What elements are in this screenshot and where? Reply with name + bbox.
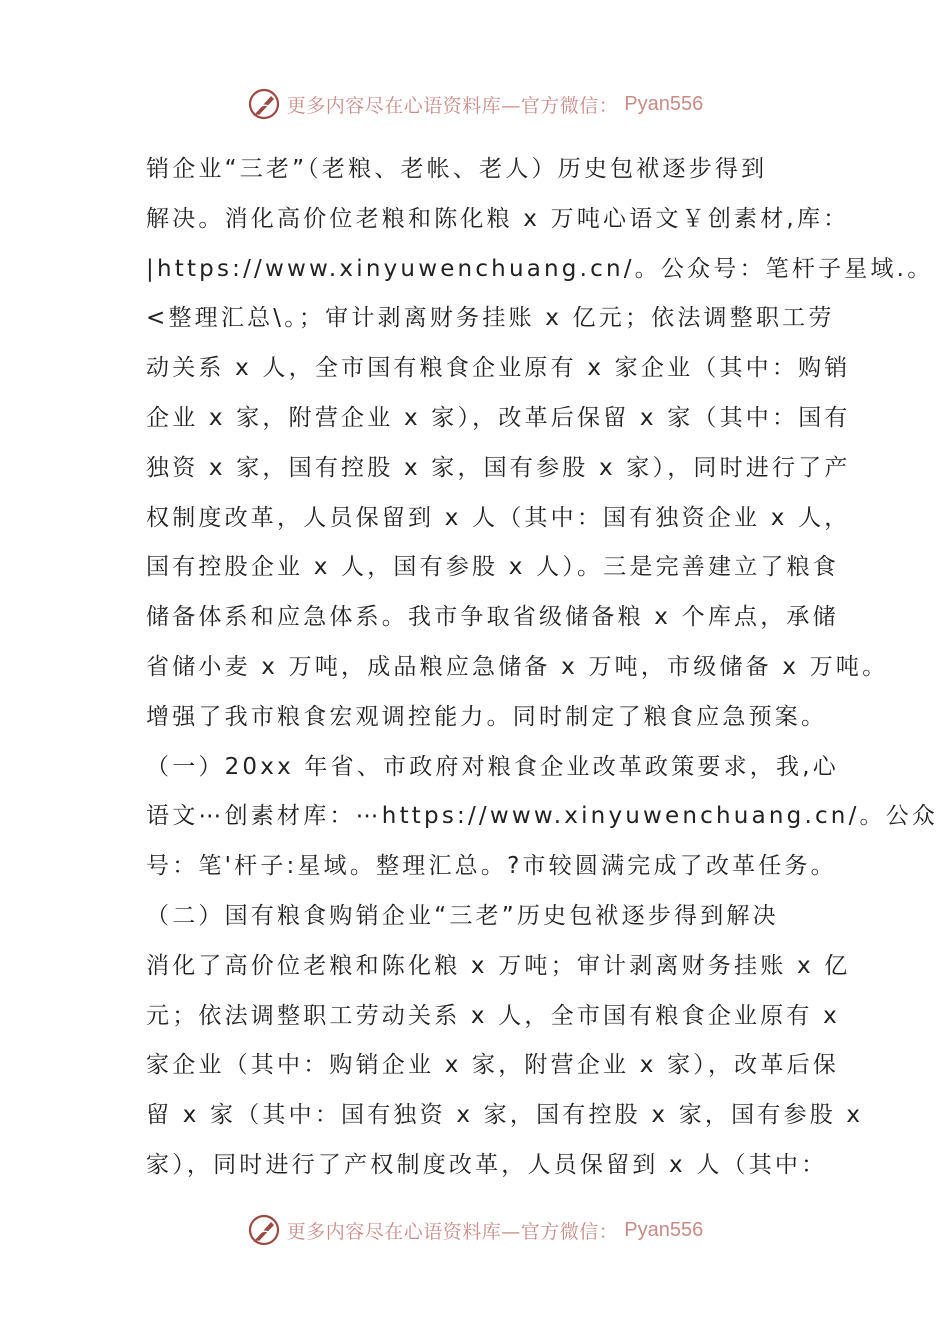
- paragraph-line: 储备体系和应急体系。我市争取省级储备粮 x 个库点，承储: [146, 604, 839, 631]
- paragraph-line: 国有控股企业 x 人，国有参股 x 人）。三是完善建立了粮食: [146, 554, 839, 581]
- paragraph-line: 元；依法调整职工劳动关系 x 人，全市国有粮食企业原有 x: [146, 1002, 840, 1029]
- pen-logo-icon: [247, 1213, 281, 1247]
- paragraph-line: 留 x 家（其中：国有独资 x 家，国有控股 x 家，国有参股 x: [146, 1102, 864, 1129]
- pen-logo-icon: [247, 87, 281, 121]
- banner-text: 更多内容尽在心语资料库—官方微信：: [286, 1220, 619, 1243]
- paragraph-line: 解决。消化高价位老粮和陈化粮 x 万吨心语文￥创素材,库：: [146, 205, 850, 232]
- footer-banner: [0, 1210, 950, 1250]
- paragraph-line: 语文⋯创素材库：⋯https://www.xinyuwenchuang.cn/。公众: [146, 803, 939, 830]
- paragraph-line: 消化了高价位老粮和陈化粮 x 万吨；审计剥离财务挂账 x 亿: [146, 952, 851, 979]
- banner-text: 更多内容尽在心语资料库—官方微信：: [286, 94, 619, 117]
- paragraph-line: 企业 x 家，附营企业 x 家），改革后保留 x 家（其中：国有: [146, 404, 851, 431]
- banner-wechat-id: Pyan556: [624, 1218, 704, 1241]
- header-banner: [0, 84, 950, 124]
- paragraph-line: 销企业“三老”（老粮、老帐、老人）历史包袱逐步得到: [146, 156, 768, 182]
- paragraph-line: |https://www.xinyuwenchuang.cn/。公众号：笔杆子星域.。: [146, 255, 934, 282]
- banner-wechat-id: Pyan556: [624, 92, 704, 115]
- paragraph-line: 独资 x 家，国有控股 x 家，国有参股 x 家），同时进行了产: [146, 454, 851, 481]
- paragraph-line: 权制度改革，人员保留到 x 人（其中：国有独资企业 x 人，: [146, 504, 851, 531]
- paragraph-line: 增强了我市粮食宏观调控能力。同时制定了粮食应急预案。: [146, 703, 828, 730]
- paragraph-line: 号：笔'杆子:星域。整理汇总。?市较圆满完成了改革任务。: [146, 853, 837, 880]
- section-heading-line: （二）国有粮食购销企业“三老”历史包袱逐步得到解决: [146, 902, 779, 929]
- paragraph-line: 省储小麦 x 万吨，成品粮应急储备 x 万吨，市级储备 x 万吨。: [146, 653, 889, 680]
- paragraph-line: <整理汇总\。；审计剥离财务挂账 x 亿元；依法调整职工劳: [146, 305, 835, 332]
- document-body: [146, 145, 939, 1191]
- paragraph-line: 家），同时进行了产权制度改革，人员保留到 x 人（其中：: [146, 1151, 828, 1178]
- section-heading-line: （一）20xx 年省、市政府对粮食企业改革政策要求，我,心: [146, 753, 839, 780]
- paragraph-line: 家企业（其中：购销企业 x 家，附营企业 x 家），改革后保: [146, 1052, 839, 1079]
- paragraph-line: 动关系 x 人，全市国有粮食企业原有 x 家企业（其中：购销: [146, 355, 851, 382]
